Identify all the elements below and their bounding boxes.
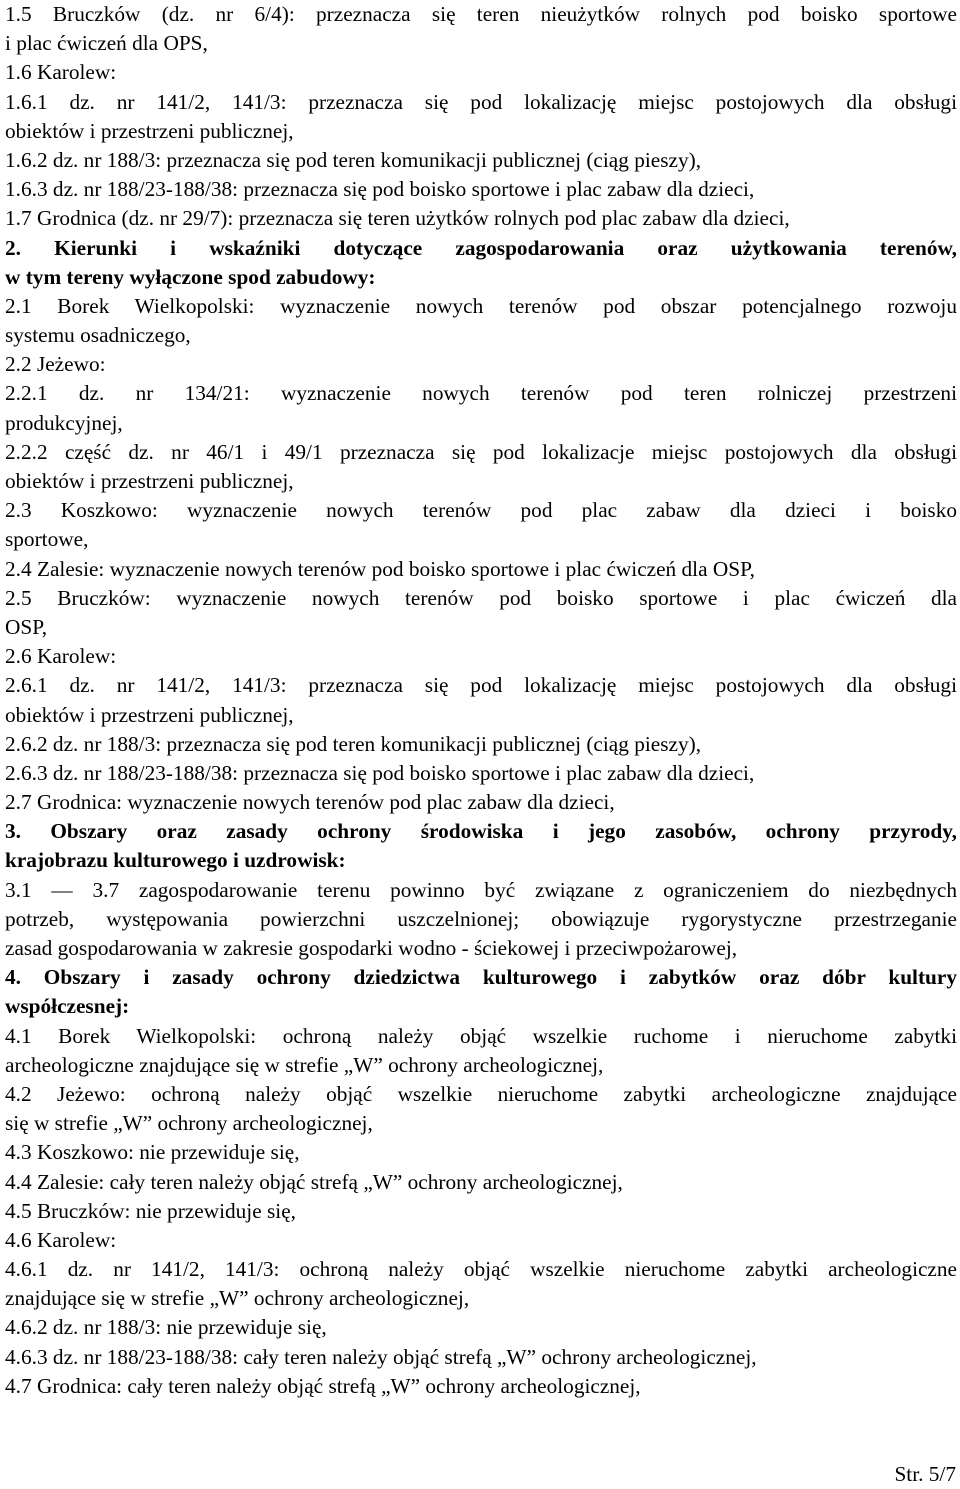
text-line: systemu osadniczego, bbox=[5, 323, 191, 348]
text-line: 2.2.2 część dz. nr 46/1 i 49/1 przeznacza się pod lokalizacje miejsc postojowych dla obsługi bbox=[5, 439, 957, 464]
text-line: 1.5 Bruczków (dz. nr 6/4): przeznacza się teren nieużytków rolnych pod boisko sportowe bbox=[5, 2, 957, 26]
section-heading-line: 3. Obszary oraz zasady ochrony środowiska i jego zasobów, ochrony przyrody, bbox=[5, 819, 957, 844]
text-line: 2.6.1 dz. nr 141/2, 141/3: przeznacza się pod lokalizację miejsc postojowych dla obsługi bbox=[5, 673, 957, 698]
section-heading-line: krajobrazu kulturowego i uzdrowisk: bbox=[5, 848, 346, 873]
text-line: 4.6.1 dz. nr 141/2, 141/3: ochroną należy objąć wszelkie nieruchome zabytki archeologiczne bbox=[5, 1257, 957, 1282]
text-line: 2.5 Bruczków: wyznaczenie nowych terenów pod boisko sportowe i plac ćwiczeń dla bbox=[5, 585, 957, 610]
text-line: 2.1 Borek Wielkopolski: wyznaczenie nowych terenów pod obszar potencjalnego rozwoju bbox=[5, 293, 957, 318]
text-line: 4.4 Zalesie: cały teren należy objąć strefą „W” ochrony archeologicznej, bbox=[5, 1169, 623, 1194]
text-line: 4.7 Grodnica: cały teren należy objąć strefą „W” ochrony archeologicznej, bbox=[5, 1373, 641, 1398]
document-body bbox=[5, 0, 957, 1401]
text-line: 1.6.2 dz. nr 188/3: przeznacza się pod teren komunikacji publicznej (ciąg pieszy), bbox=[5, 147, 702, 172]
text-line: OSP, bbox=[5, 614, 48, 639]
section-heading-line: 2. Kierunki i wskaźniki dotyczące zagospodarowania oraz użytkowania terenów, bbox=[5, 235, 957, 260]
text-line: sportowe, bbox=[5, 527, 89, 552]
text-line: 4.6.3 dz. nr 188/23-188/38: cały teren należy objąć strefą „W” ochrony archeologicznej, bbox=[5, 1344, 757, 1369]
text-line: 2.6.2 dz. nr 188/3: przeznacza się pod teren komunikacji publicznej (ciąg pieszy), bbox=[5, 731, 702, 756]
text-line: 4.1 Borek Wielkopolski: ochroną należy objąć wszelkie ruchome i nieruchome zabytki bbox=[5, 1023, 957, 1048]
text-line: 4.3 Koszkowo: nie przewiduje się, bbox=[5, 1140, 300, 1165]
section-heading-line: 4. Obszary i zasady ochrony dziedzictwa kulturowego i zabytków oraz dóbr kultury bbox=[5, 965, 957, 990]
text-line: znajdujące się w strefie „W” ochrony archeologicznej, bbox=[5, 1286, 470, 1311]
text-line: 2.4 Zalesie: wyznaczenie nowych terenów pod boisko sportowe i plac ćwiczeń dla OSP, bbox=[5, 556, 755, 581]
text-line: produkcyjnej, bbox=[5, 410, 123, 435]
text-line: 4.5 Bruczków: nie przewiduje się, bbox=[5, 1198, 296, 1223]
text-line: 1.6.3 dz. nr 188/23-188/38: przeznacza się pod boisko sportowe i plac zabaw dla dzieci, bbox=[5, 177, 755, 202]
text-line: obiektów i przestrzeni publicznej, bbox=[5, 702, 294, 727]
text-line: 3.1 — 3.7 zagospodarowanie terenu powinno być związane z ograniczeniem do niezbędnych bbox=[5, 877, 957, 902]
text-line: zasad gospodarowania w zakresie gospodarki wodno - ściekowej i przeciwpożarowej, bbox=[5, 936, 738, 960]
text-line: 2.6 Karolew: bbox=[5, 644, 117, 669]
text-line: potrzeb, występowania powierzchni uszczelnionej; obowiązuje rygorystyczne przestrzeganie bbox=[5, 906, 957, 931]
text-line: 1.6 Karolew: bbox=[5, 60, 117, 85]
text-line: archeologiczne znajdujące się w strefie „W” ochrony archeologicznej, bbox=[5, 1052, 604, 1077]
page-number: Str. 5/7 bbox=[894, 1462, 956, 1486]
text-line: 1.6.1 dz. nr 141/2, 141/3: przeznacza się pod lokalizację miejsc postojowych dla obsługi bbox=[5, 89, 957, 114]
text-line: 4.2 Jeżewo: ochroną należy objąć wszelkie nieruchome zabytki archeologiczne znajdujące bbox=[5, 1081, 957, 1106]
text-line: 2.2 Jeżewo: bbox=[5, 352, 106, 377]
text-line: 2.6.3 dz. nr 188/23-188/38: przeznacza się pod boisko sportowe i plac zabaw dla dzieci, bbox=[5, 760, 755, 785]
text-line: obiektów i przestrzeni publicznej, bbox=[5, 469, 294, 493]
text-line: 2.3 Koszkowo: wyznaczenie nowych terenów pod plac zabaw dla dzieci i boisko bbox=[5, 498, 957, 523]
text-line: 2.2.1 dz. nr 134/21: wyznaczenie nowych terenów pod teren rolniczej przestrzeni bbox=[5, 381, 957, 406]
section-heading-line: współczesnej: bbox=[5, 994, 130, 1019]
text-line: 4.6 Karolew: bbox=[5, 1227, 117, 1252]
section-heading-line: w tym tereny wyłączone spod zabudowy: bbox=[5, 264, 376, 289]
text-line: 4.6.2 dz. nr 188/3: nie przewiduje się, bbox=[5, 1315, 327, 1340]
text-line: i plac ćwiczeń dla OPS, bbox=[5, 31, 208, 56]
text-line: 2.7 Grodnica: wyznaczenie nowych terenów pod plac zabaw dla dzieci, bbox=[5, 790, 615, 815]
text-line: obiektów i przestrzeni publicznej, bbox=[5, 118, 294, 143]
text-line: się w strefie „W” ochrony archeologicznej, bbox=[5, 1111, 373, 1136]
text-line: 1.7 Grodnica (dz. nr 29/7): przeznacza się teren użytków rolnych pod plac zabaw dla dzieci, bbox=[5, 206, 790, 231]
